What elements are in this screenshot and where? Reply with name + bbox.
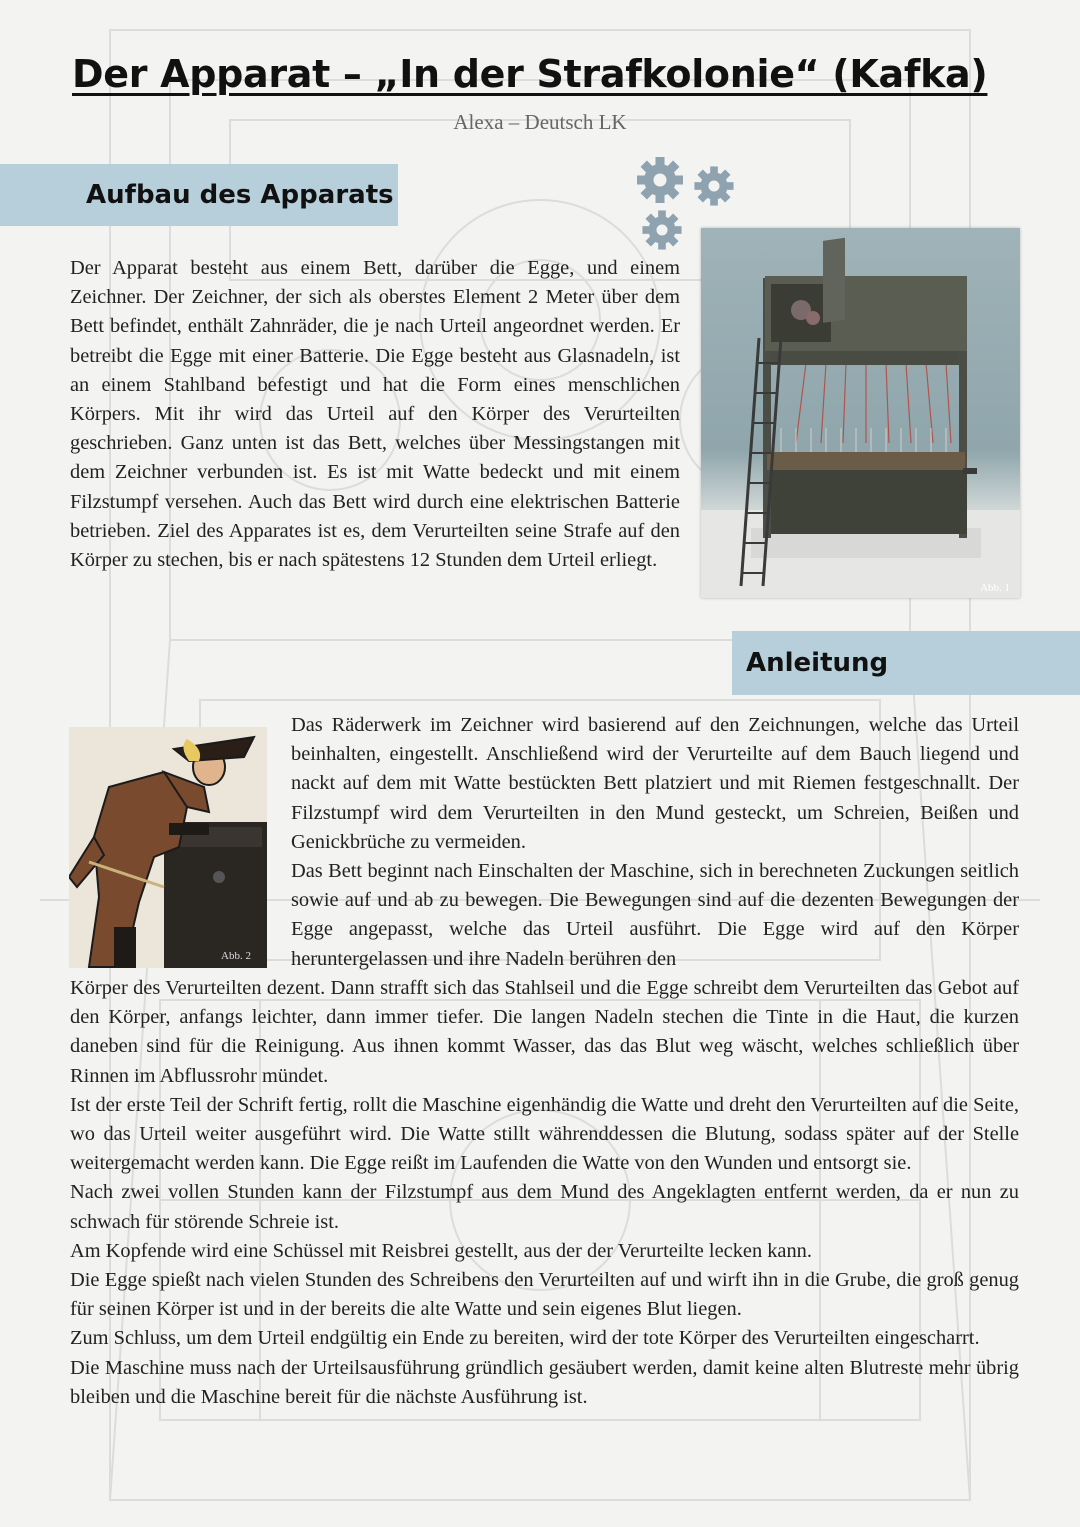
- anleitung-paragraph: Zum Schluss, um dem Urteil endgültig ein Ende zu bereiten, wird der tote Körper des Verurteilten eingescharrt.: [70, 1327, 980, 1350]
- figure-1-caption: Abb. 1: [980, 582, 1010, 594]
- comic-illustration: [69, 727, 267, 968]
- apparatus-illustration: [701, 228, 1020, 598]
- figure-2-caption: Abb. 2: [221, 950, 251, 962]
- anleitung-text-beside-image: [291, 711, 1019, 974]
- author-subtitle: Alexa – Deutsch LK: [453, 110, 627, 134]
- aufbau-text: Der Apparat besteht aus einem Bett, darüber die Egge, und einem Zeichner. Der Zeichner, der sich als oberstes Element 2 Meter über dem Bett befindet, enthält Zahnräder, die je nach Urteil angeordnet werden. Er betreibt die Egge mit einer Batterie. Die Egge besteht aus Glasnadeln, ist an einem Stahlband befestigt und hat die Form eines menschlichen Körpers. Mit ihr wird das Urteil auf den Körper des Verurteilten geschrieben. Ganz unten ist das Bett, welches über Messingstangen mit dem Zeichner verbunden ist. Es ist mit Watte bedeckt und mit einem Filzstumpf versehen. Auch das Bett wird durch eine elektrischen Batterie betrieben. Ziel des Apparates ist es, dem Verurteilten seine Strafe auf den Körper zu stechen, bis er nach spätestens 12 Stunden dem Urteil erliegt.: [70, 257, 680, 572]
- anleitung-paragraph: Die Maschine muss nach der Urteilsausführung gründlich gesäubert werden, damit keine alten Blutreste mehr übrig bleiben und die Maschine bereit für die nächste Ausführung ist.: [70, 1356, 1019, 1408]
- anleitung-paragraph: Nach zwei vollen Stunden kann der Filzstumpf aus dem Mund des Angeklagten entfernt werden, da er nun zu schwach für störende Schreie ist.: [70, 1181, 1019, 1233]
- section-heading-aufbau: [0, 164, 398, 226]
- anleitung-paragraph: Ist der erste Teil der Schrift fertig, rollt die Maschine eigenhändig die Watte und dreht den Verurteilten auf die Seite, wo das Urteil weiter ausgeführt wird. Die Watte stillt währenddessen die Blutung, sodass später auf der Stelle weitergemacht werden kann. Die Egge reißt im Laufenden die Watte von den Wunden und entsorgt sie.: [70, 1093, 1019, 1175]
- section-heading-anleitung-label: Anleitung: [746, 648, 889, 678]
- anleitung-paragraph: Das Räderwerk im Zeichner wird basierend auf den Zeichnungen, welche das Urteil beinhalten, eingestellt. Anschließend wird der Verurteilte auf dem Bauch liegend und nackt auf dem mit Watte bestückten Bett platziert und mit Riemen festgeschnallt. Der Filzstumpf wird dem Verurteilten in den Mund gesteckt, um Schreien, Beißen und Genickbrüche zu vermeiden.: [291, 714, 1019, 853]
- section-heading-anleitung: [732, 631, 1080, 695]
- anleitung-paragraph: Körper des Verurteilten dezent. Dann strafft sich das Stahlseil und die Egge schreibt dem Verurteilten das Gebot auf den Körper, anfangs leichter, dann immer tiefer. Die langen Nadeln stechen die Tinte in die Haut, die kurzen daneben sind für die Reinigung. Aus ihnen kommt Wasser, das das Blut weg wäscht, welches schließlich über Rinnen im Abflussrohr mündet.: [70, 977, 1019, 1087]
- anleitung-paragraph: Am Kopfende wird eine Schüssel mit Reisbrei gestellt, aus der der Verurteilte lecken kann.: [70, 1239, 812, 1262]
- anleitung-paragraph: Die Egge spießt nach vielen Stunden des Schreibens den Verurteilten auf und wirft ihn in die Grube, die groß genug für seinen Körper ist und in der bereits die alte Watte und sein eigenes Blut liegen.: [70, 1269, 1019, 1321]
- anleitung-paragraph: Das Bett beginnt nach Einschalten der Maschine, sich in berechneten Zuckungen seitlich sowie auf und ab zu bewegen. Die Bewegungen sind auf die dezenten Bewegungen der Egge angepasst, welche das Urteil ausführt. Die Egge wird auf den Körper heruntergelassen und ihre Nadeln berühren den: [291, 860, 1019, 970]
- apparatus-photo: [701, 228, 1020, 598]
- page-title: Der Apparat – „In der Strafkolonie“ (Kafka): [72, 52, 988, 96]
- officer-drawing: [69, 727, 267, 968]
- section-heading-aufbau-label: Aufbau des Apparats: [86, 180, 394, 210]
- anleitung-text-full-width: [70, 974, 1019, 1412]
